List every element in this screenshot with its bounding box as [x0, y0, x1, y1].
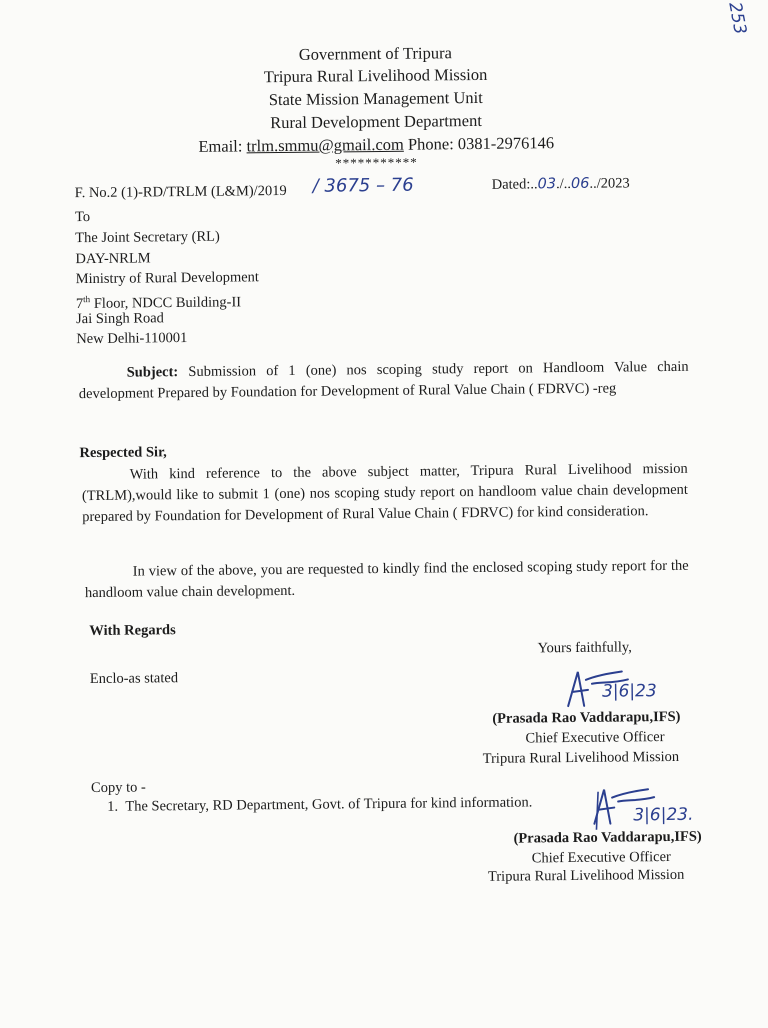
- address-line-6: New Delhi-110001: [76, 330, 188, 348]
- signature-1-designation: Chief Executive Officer: [525, 729, 665, 747]
- signature-2-org: Tripura Rural Livelihood Mission: [487, 866, 685, 885]
- letterhead-line-1: Government of Tripura: [298, 43, 452, 64]
- dated: [492, 173, 630, 195]
- signature-2-date: 3|6|23.: [633, 804, 694, 826]
- floor-suffix: th: [83, 294, 91, 305]
- floor-number: 7: [75, 295, 84, 313]
- yours-faithfully: Yours faithfully,: [537, 639, 632, 657]
- address-line-3: Ministry of Rural Development: [75, 269, 259, 288]
- signature-1-org: Tripura Rural Livelihood Mission: [482, 748, 680, 767]
- signature-2-name: (Prasada Rao Vaddarapu,IFS): [513, 828, 702, 847]
- signature-1-date: 3|6|23: [601, 681, 657, 702]
- paragraph-2: In view of the above, you are requested to kindly find the enclosed scoping study report for the handloom value chain development.: [84, 557, 689, 602]
- with-regards: With Regards: [89, 622, 176, 640]
- paragraph-1: With kind reference to the above subject matter, Tripura Rural Livelihood mission (TRLM),would like to submit 1 (one) nos scoping study report on handloom value chain development prepared by Foundation for Development of Rural Value Chain ( FDRVC) for kind consideration.: [81, 460, 688, 526]
- dated-month: 06: [570, 175, 590, 192]
- dated-sep: ./..: [555, 175, 572, 193]
- subject-text: Submission of 1 (one) nos scoping study report on Handloom Value chain development Prepared by Foundation for Development of Rural Value Chain ( FDRVC) -reg: [78, 358, 689, 403]
- address-line-2: DAY-NRLM: [75, 250, 151, 268]
- handwritten-dispatch-number: / 3675 – 76: [312, 174, 414, 197]
- dated-day: 03: [537, 176, 557, 193]
- address-line-5: Jai Singh Road: [76, 310, 164, 328]
- signature-1-name: (Prasada Rao Vaddarapu,IFS): [492, 708, 681, 727]
- address-line-1: The Joint Secretary (RL): [75, 228, 220, 247]
- subject: [79, 357, 689, 405]
- address-to: To: [74, 209, 91, 226]
- page-number-handwritten: 253: [724, 0, 751, 37]
- subject-label: Subject:: [126, 364, 179, 381]
- copy-item-text: The Secretary, RD Department, Govt. of Tripura for kind information.: [125, 794, 533, 815]
- signature-2-designation: Chief Executive Officer: [531, 848, 671, 867]
- phone: Phone: 0381-2976146: [403, 133, 555, 154]
- copy-to-label: Copy to -: [90, 779, 146, 797]
- letterhead-line-3: State Mission Management Unit: [268, 87, 483, 110]
- letterhead-stars: ***********: [335, 154, 418, 171]
- floor-building: Floor, NDCC Building-II: [90, 294, 242, 312]
- dated-year: ../2023: [589, 175, 630, 192]
- copy-item-1: [107, 792, 532, 817]
- letterhead-line-2: Tripura Rural Livelihood Mission: [263, 64, 488, 87]
- copy-item-number: 1.: [107, 798, 119, 815]
- email-label: Email:: [198, 136, 247, 156]
- dated-label: Dated:..: [491, 176, 538, 193]
- file-number: F. No.2 (1)-RD/TRLM (L&M)/2019: [74, 182, 287, 202]
- enclosure: Enclo-as stated: [89, 670, 179, 688]
- letterhead-line-4: Rural Development Department: [270, 110, 482, 133]
- email-link[interactable]: trlm.smmu@gmail.com: [246, 134, 404, 156]
- salutation: Respected Sir,: [79, 444, 167, 462]
